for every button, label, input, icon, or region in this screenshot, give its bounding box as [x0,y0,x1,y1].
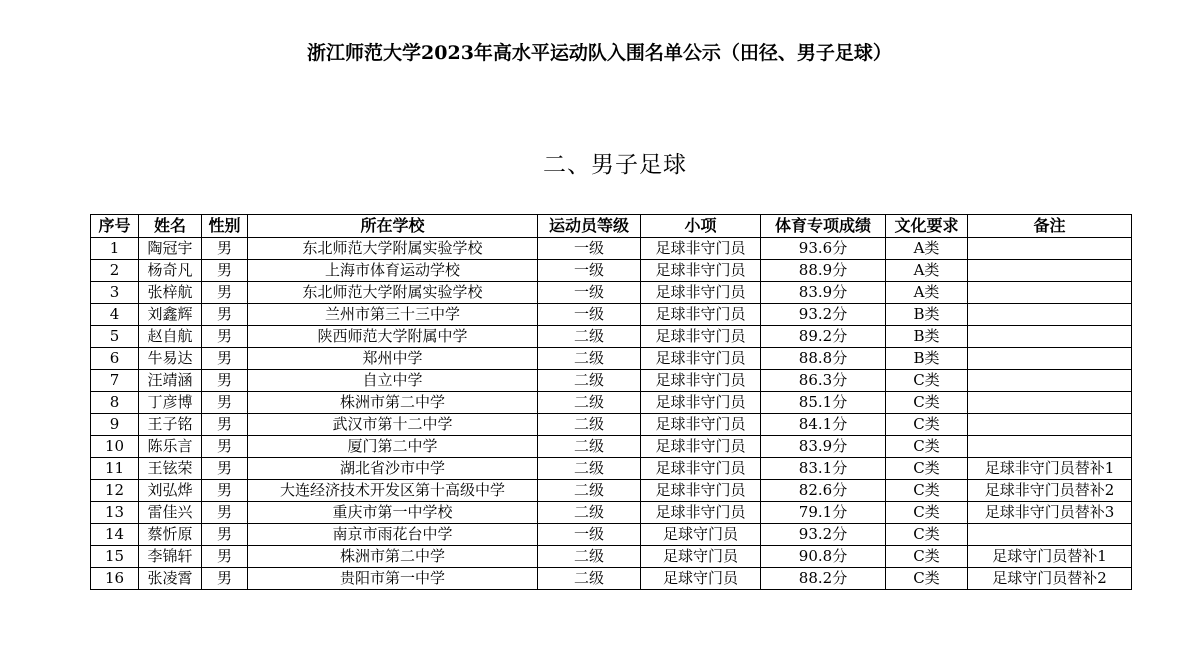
cell-score: 86.3分 [761,370,886,392]
cell-level: 二级 [538,326,641,348]
cell-school: 南京市雨花台中学 [248,524,538,546]
cell-event: 足球非守门员 [641,348,761,370]
cell-remark [968,260,1132,282]
cell-score: 85.1分 [761,392,886,414]
cell-remark: 足球守门员替补1 [968,546,1132,568]
cell-name: 雷佳兴 [139,502,202,524]
cell-event: 足球守门员 [641,524,761,546]
cell-remark: 足球非守门员替补2 [968,480,1132,502]
cell-index: 8 [91,392,139,414]
cell-remark [968,524,1132,546]
cell-name: 杨奇凡 [139,260,202,282]
cell-academic: C类 [886,370,968,392]
header-gender: 性别 [202,215,248,238]
cell-level: 二级 [538,370,641,392]
cell-academic: C类 [886,480,968,502]
table-row [91,458,1132,480]
cell-event: 足球守门员 [641,568,761,590]
cell-name: 刘弘烨 [139,480,202,502]
table-row [91,282,1132,304]
table-row [91,546,1132,568]
cell-school: 兰州市第三十三中学 [248,304,538,326]
header-academic-requirement: 文化要求 [886,215,968,238]
cell-name: 牛易达 [139,348,202,370]
cell-score: 93.2分 [761,524,886,546]
table-row [91,392,1132,414]
cell-gender: 男 [202,524,248,546]
cell-name: 李锦轩 [139,546,202,568]
cell-remark [968,348,1132,370]
cell-gender: 男 [202,392,248,414]
cell-remark: 足球非守门员替补3 [968,502,1132,524]
cell-score: 79.1分 [761,502,886,524]
cell-remark [968,282,1132,304]
cell-remark [968,436,1132,458]
cell-gender: 男 [202,238,248,260]
cell-remark: 足球非守门员替补1 [968,458,1132,480]
cell-index: 11 [91,458,139,480]
header-name: 姓名 [139,215,202,238]
cell-remark: 足球守门员替补2 [968,568,1132,590]
table-row [91,414,1132,436]
cell-gender: 男 [202,546,248,568]
roster-table [90,214,1132,590]
cell-gender: 男 [202,282,248,304]
cell-academic: A类 [886,260,968,282]
cell-academic: C类 [886,546,968,568]
cell-academic: C类 [886,502,968,524]
cell-name: 赵自航 [139,326,202,348]
cell-name: 张凌霄 [139,568,202,590]
cell-level: 二级 [538,568,641,590]
cell-level: 二级 [538,480,641,502]
cell-gender: 男 [202,502,248,524]
cell-level: 二级 [538,546,641,568]
table-row [91,524,1132,546]
cell-index: 15 [91,546,139,568]
cell-academic: C类 [886,414,968,436]
cell-event: 足球非守门员 [641,480,761,502]
cell-academic: B类 [886,348,968,370]
cell-index: 16 [91,568,139,590]
cell-score: 83.9分 [761,282,886,304]
cell-index: 10 [91,436,139,458]
cell-event: 足球非守门员 [641,304,761,326]
cell-event: 足球非守门员 [641,326,761,348]
cell-academic: C类 [886,568,968,590]
cell-school: 大连经济技术开发区第十高级中学 [248,480,538,502]
cell-score: 83.9分 [761,436,886,458]
cell-school: 陕西师范大学附属中学 [248,326,538,348]
table-row [91,436,1132,458]
table-row [91,502,1132,524]
cell-name: 蔡忻原 [139,524,202,546]
cell-school: 武汉市第十二中学 [248,414,538,436]
cell-name: 王子铭 [139,414,202,436]
cell-school: 株洲市第二中学 [248,392,538,414]
cell-index: 12 [91,480,139,502]
cell-school: 厦门第二中学 [248,436,538,458]
cell-academic: C类 [886,436,968,458]
cell-name: 陶冠宇 [139,238,202,260]
cell-index: 7 [91,370,139,392]
cell-gender: 男 [202,370,248,392]
cell-remark [968,392,1132,414]
cell-remark [968,238,1132,260]
cell-score: 93.2分 [761,304,886,326]
cell-name: 刘鑫辉 [139,304,202,326]
cell-index: 13 [91,502,139,524]
section-title: 二、男子足球 [543,152,687,178]
cell-index: 2 [91,260,139,282]
table-row [91,480,1132,502]
cell-event: 足球非守门员 [641,282,761,304]
cell-event: 足球守门员 [641,546,761,568]
cell-name: 张梓航 [139,282,202,304]
cell-score: 93.6分 [761,238,886,260]
cell-level: 二级 [538,392,641,414]
cell-name: 汪靖涵 [139,370,202,392]
cell-school: 上海市体育运动学校 [248,260,538,282]
cell-name: 陈乐言 [139,436,202,458]
cell-event: 足球非守门员 [641,370,761,392]
cell-level: 二级 [538,348,641,370]
cell-event: 足球非守门员 [641,458,761,480]
cell-gender: 男 [202,260,248,282]
cell-level: 一级 [538,260,641,282]
cell-level: 一级 [538,524,641,546]
cell-event: 足球非守门员 [641,436,761,458]
cell-index: 9 [91,414,139,436]
cell-event: 足球非守门员 [641,392,761,414]
cell-school: 东北师范大学附属实验学校 [248,282,538,304]
cell-academic: C类 [886,458,968,480]
cell-level: 二级 [538,436,641,458]
cell-gender: 男 [202,436,248,458]
cell-level: 一级 [538,282,641,304]
cell-school: 东北师范大学附属实验学校 [248,238,538,260]
cell-score: 88.8分 [761,348,886,370]
cell-level: 二级 [538,458,641,480]
cell-school: 重庆市第一中学校 [248,502,538,524]
cell-gender: 男 [202,568,248,590]
cell-academic: A类 [886,238,968,260]
cell-academic: C类 [886,524,968,546]
cell-academic: A类 [886,282,968,304]
cell-remark [968,326,1132,348]
cell-score: 90.8分 [761,546,886,568]
cell-event: 足球非守门员 [641,238,761,260]
cell-event: 足球非守门员 [641,502,761,524]
header-remarks: 备注 [968,215,1132,238]
cell-school: 株洲市第二中学 [248,546,538,568]
cell-academic: B类 [886,326,968,348]
cell-score: 89.2分 [761,326,886,348]
header-score: 体育专项成绩 [761,215,886,238]
cell-index: 4 [91,304,139,326]
document-title: 浙江师范大学2023年高水平运动队入围名单公示（田径、男子足球） [307,42,892,64]
cell-academic: B类 [886,304,968,326]
table-row [91,348,1132,370]
cell-gender: 男 [202,480,248,502]
cell-level: 一级 [538,304,641,326]
cell-score: 83.1分 [761,458,886,480]
cell-index: 5 [91,326,139,348]
cell-index: 6 [91,348,139,370]
cell-gender: 男 [202,326,248,348]
cell-school: 湖北省沙市中学 [248,458,538,480]
table-row [91,326,1132,348]
header-event: 小项 [641,215,761,238]
cell-school: 贵阳市第一中学 [248,568,538,590]
table-row [91,238,1132,260]
cell-gender: 男 [202,348,248,370]
cell-level: 二级 [538,414,641,436]
cell-index: 1 [91,238,139,260]
cell-level: 二级 [538,502,641,524]
cell-remark [968,370,1132,392]
header-school: 所在学校 [248,215,538,238]
header-row [91,215,1132,238]
cell-index: 14 [91,524,139,546]
cell-name: 丁彦博 [139,392,202,414]
table-row [91,260,1132,282]
cell-gender: 男 [202,414,248,436]
header-athlete-level: 运动员等级 [538,215,641,238]
cell-gender: 男 [202,458,248,480]
cell-academic: C类 [886,392,968,414]
table-row [91,370,1132,392]
cell-score: 88.2分 [761,568,886,590]
cell-school: 郑州中学 [248,348,538,370]
table-row [91,304,1132,326]
table-row [91,568,1132,590]
cell-score: 82.6分 [761,480,886,502]
cell-name: 王铉荣 [139,458,202,480]
cell-school: 自立中学 [248,370,538,392]
cell-level: 一级 [538,238,641,260]
cell-event: 足球非守门员 [641,414,761,436]
cell-remark [968,414,1132,436]
cell-remark [968,304,1132,326]
cell-index: 3 [91,282,139,304]
cell-gender: 男 [202,304,248,326]
cell-score: 88.9分 [761,260,886,282]
cell-score: 84.1分 [761,414,886,436]
header-index: 序号 [91,215,139,238]
cell-event: 足球非守门员 [641,260,761,282]
